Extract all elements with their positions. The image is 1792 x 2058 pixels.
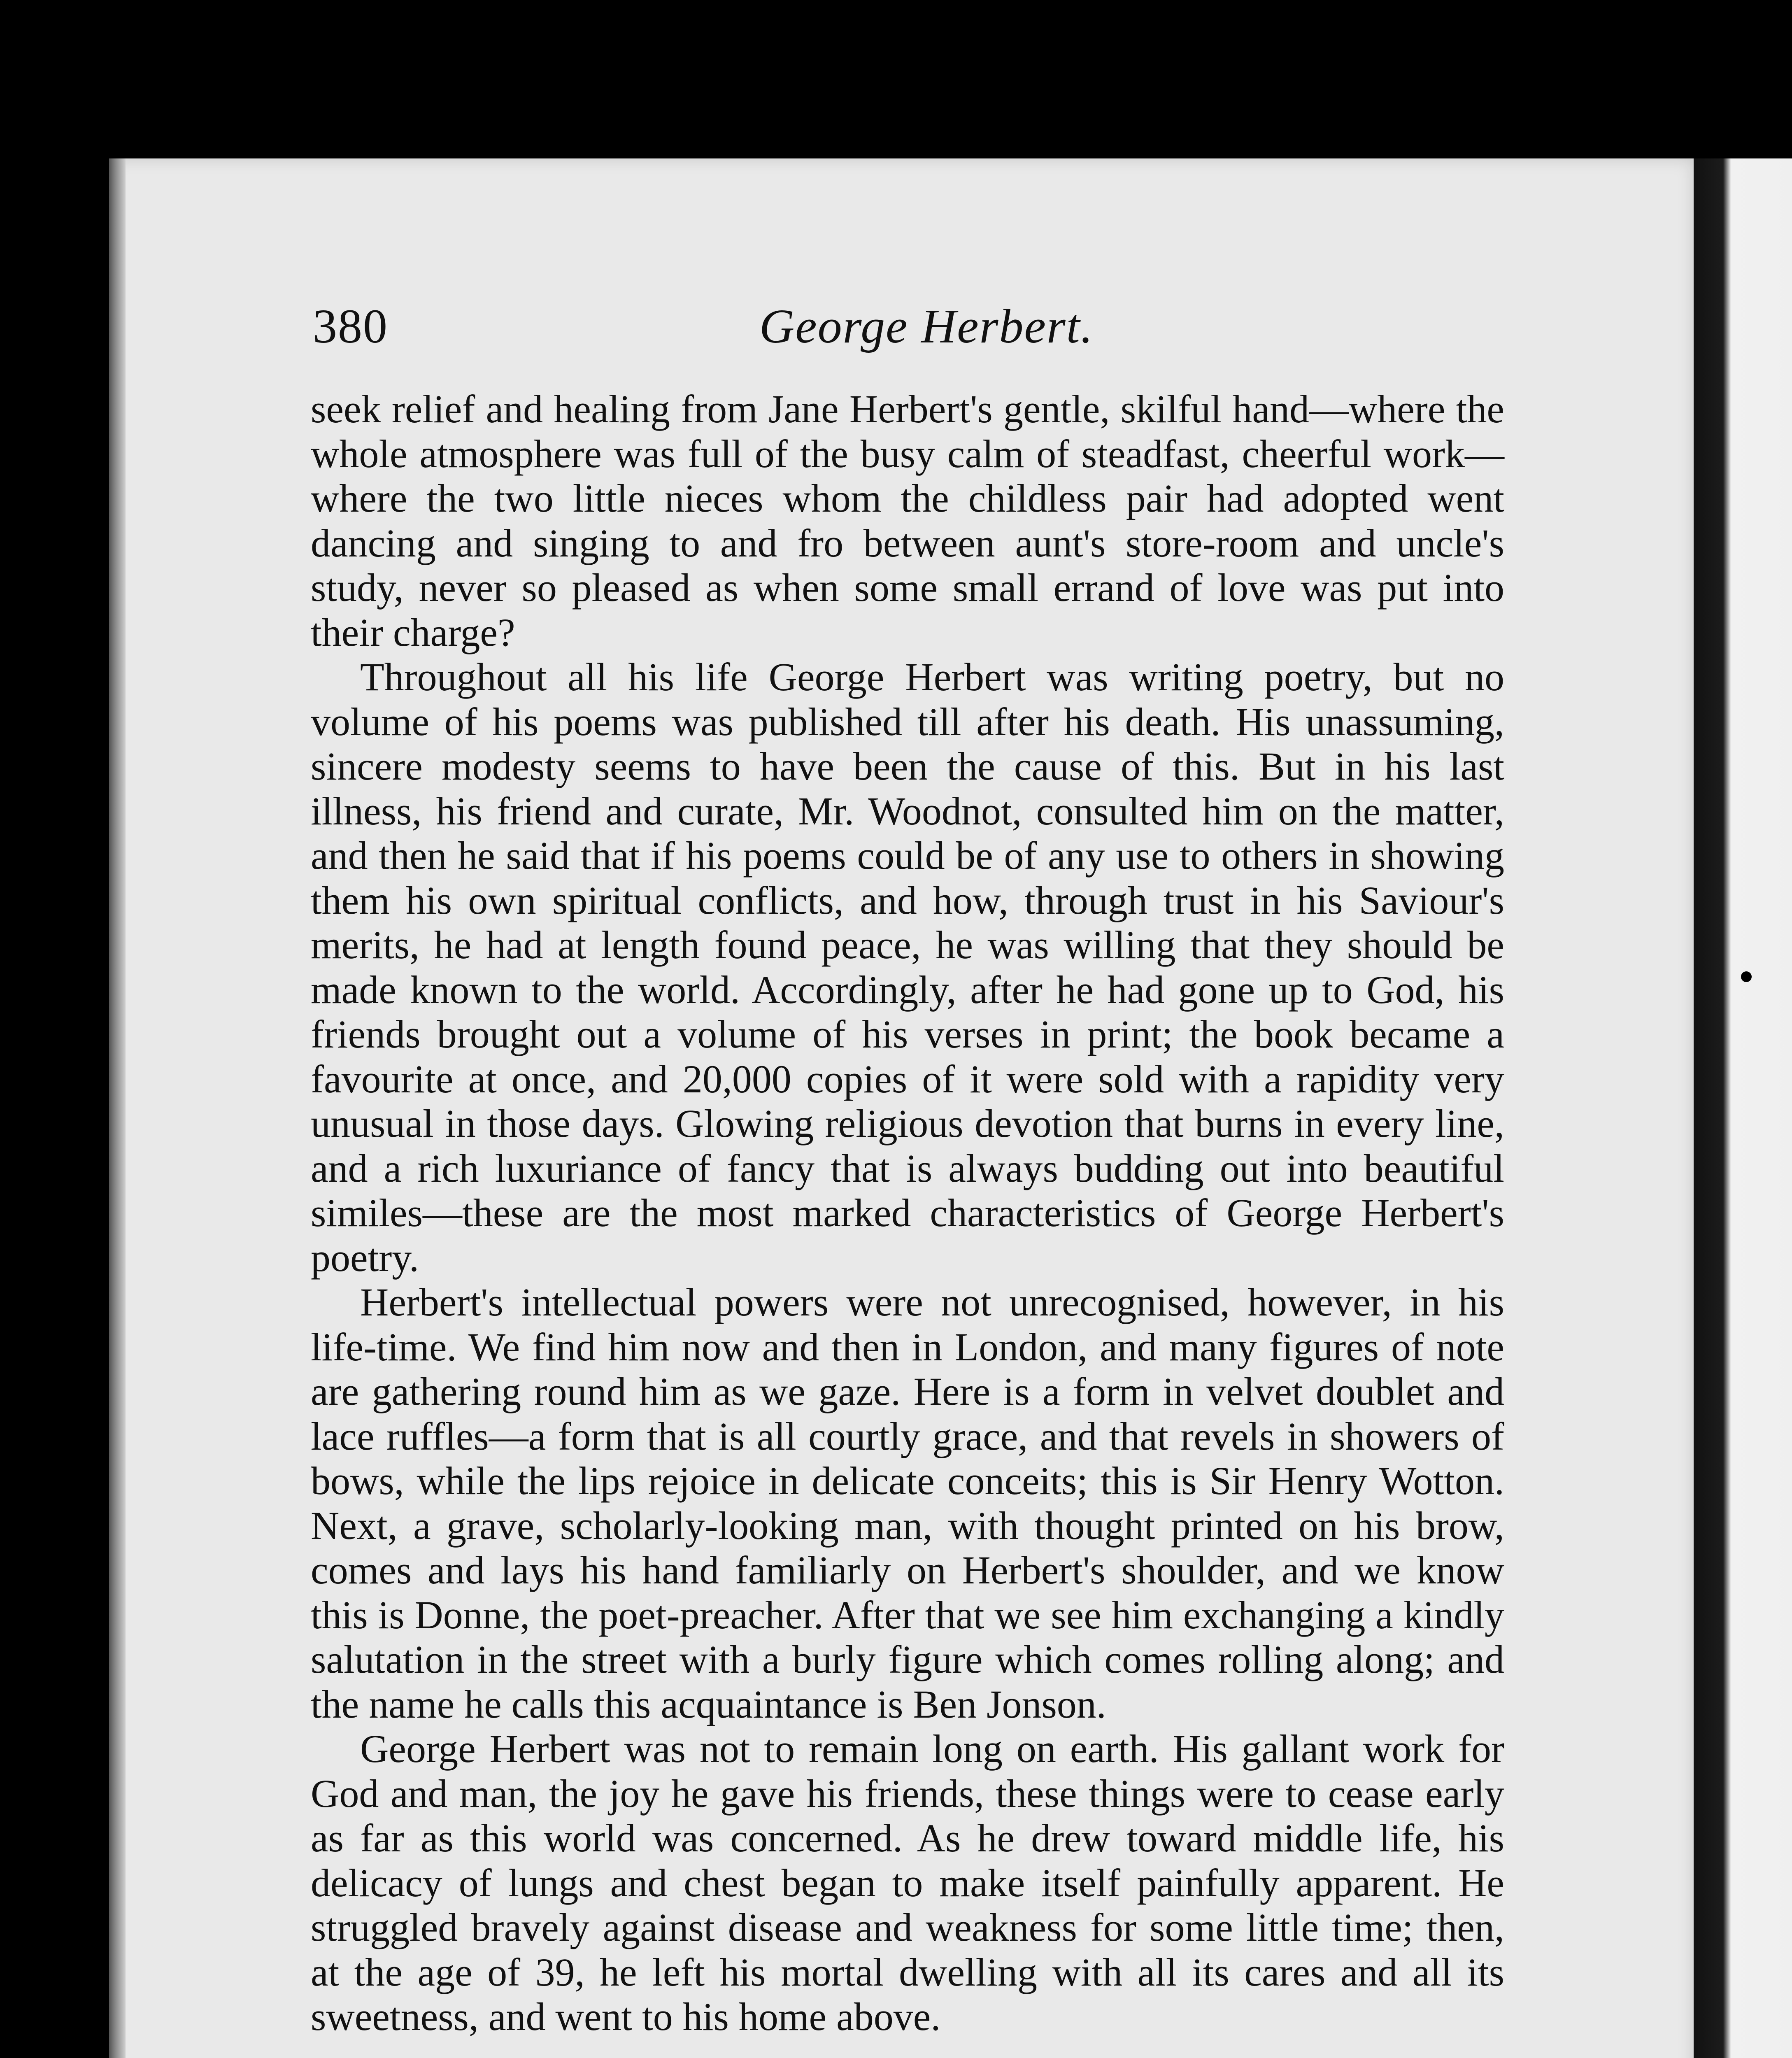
margin-mark: [1741, 971, 1752, 982]
running-title: George Herbert.: [759, 299, 1094, 353]
facing-page-edge: [1694, 158, 1792, 2058]
paragraph: Herbert's intellectual powers were not unrecognised, however, in his life-time. We find him now and then in London, and many figures of note are gathering round him as we gaze. Here is a form in velvet doublet and lace ruffles—a form that is all courtly grace, and that revels in showers of bows, while the lips rejoice in delicate conceits; this is Sir Henry Wotton. Next, a grave, scholarly-looking man, with thought printed on his brow, comes and lays his hand familiarly on Herbert's shoulder, and we know this is Donne, the poet-preacher. After that we see him exchanging a kindly salutation in the street with a burly figure which comes rolling along; and the name he calls this acquaintance is Ben Jonson.: [311, 1280, 1504, 1726]
page-number: 380: [313, 299, 388, 353]
paragraph: George Herbert was not to remain long on earth. His gallant work for God and man, the joy he gave his friends, these things were to cease early as far as this world was concerned. As he drew toward middle life, his delicacy of lungs and chest began to make itself painfully apparent. He struggled bravely against disease and weakness for some little time; then, at the age of 39, he left his mortal dwelling with all its cares and all its sweetness, and went to his home above.: [311, 1727, 1504, 2039]
page-header: [313, 294, 1506, 356]
paragraph: Throughout all his life George Herbert was writing poetry, but no volume of his poems was published till after his death. His unassuming, sincere modesty seems to have been the cause of this. But in his last illness, his friend and curate, Mr. Woodnot, consulted him on the matter, and then he said that if his poems could be of any use to others in showing them his own spiritual conflicts, and how, through trust in his Saviour's merits, he had at length found peace, he was willing that they should be made known to the world. Accordingly, after he had gone up to God, his friends brought out a volume of his verses in print; the book became a favourite at once, and 20,000 copies of it were sold with a rapidity very unusual in those days. Glowing religious devotion that burns in every line, and a rich luxuriance of fancy that is always budding out into beautiful similes—these are the most marked characteristics of George Herbert's poetry.: [311, 655, 1504, 1280]
body-text: [311, 387, 1504, 2039]
paragraph: seek relief and healing from Jane Herbert's gentle, skilful hand—where the whole atmosphere was full of the busy calm of steadfast, cheerful work—where the two little nieces whom the childless pair had adopted went dancing and singing to and fro between aunt's store-room and uncle's study, never so pleased as when some small errand of love was put into their charge?: [311, 387, 1504, 654]
page-left-edge: [109, 158, 126, 2058]
